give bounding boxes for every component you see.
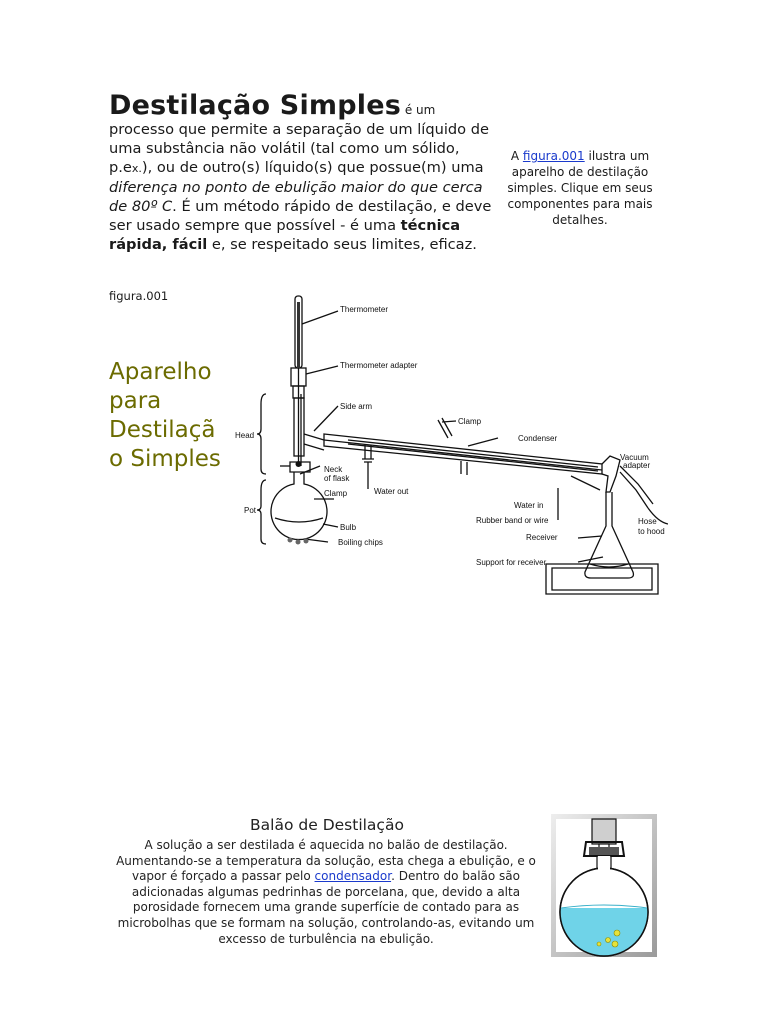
intro-text-3: . É um método rápido de destilação, e deve ser usado sempre que possível - é uma <box>109 198 492 234</box>
intro-paragraph <box>109 90 499 254</box>
label-support[interactable]: Support for receiver <box>476 558 547 567</box>
distillation-apparatus-diagram[interactable] <box>228 294 668 604</box>
label-hose[interactable]: Hose <box>638 517 657 526</box>
intro-text-2: ), ou de outro(s) líquido(s) que possue(m) uma <box>141 159 484 176</box>
label-water-in[interactable]: Water in <box>514 501 544 510</box>
label-receiver[interactable]: Receiver <box>526 533 558 542</box>
label-side-arm[interactable]: Side arm <box>340 402 373 411</box>
label-clamp-top[interactable]: Clamp <box>458 417 482 426</box>
label-thermometer-adapter[interactable]: Thermometer adapter <box>340 361 418 370</box>
label-vacuum[interactable]: Vacuum <box>620 453 649 462</box>
label-adapter: adapter <box>623 461 651 470</box>
intro-bold: técnica rápida, fácil <box>109 217 461 253</box>
condensador-link[interactable]: condensador <box>314 869 392 884</box>
label-water-out[interactable]: Water out <box>374 487 409 496</box>
label-bulb[interactable]: Bulb <box>340 523 357 532</box>
label-condenser[interactable]: Condenser <box>518 434 558 443</box>
intro-italic: diferença no ponto de ebulição maior do que cerca de 80º C <box>109 179 483 215</box>
label-thermometer[interactable]: Thermometer <box>340 305 389 314</box>
label-clamp-neck[interactable]: Clamp <box>324 489 348 498</box>
label-to-hood: to hood <box>638 527 665 536</box>
aside-note <box>502 148 658 228</box>
section-text <box>110 838 542 947</box>
label-of-flask: of flask <box>324 474 350 483</box>
aside-prefix: A <box>510 149 523 163</box>
intro-text-1: processo que permite a separação de um líquido de uma substância não volátil (tal como um sólido, p.e <box>109 121 489 176</box>
label-head[interactable]: Head <box>235 431 255 440</box>
section-text-2: . Dentro do balão são adicionadas algumas pedrinhas de porcelana, que, devido a alta porosidade fornecem uma grande superfície de contado para as microbolhas que se formam na solução, controlando-as, evitando um excesso de turbulência na ebulição. <box>117 869 535 946</box>
title-suffix: é um <box>401 103 436 117</box>
section-title: Balão de Destilação <box>250 816 404 834</box>
label-rubber-band[interactable]: Rubber band or wire <box>476 516 549 525</box>
label-pot[interactable]: Pot <box>244 506 257 515</box>
page-title: Destilação Simples <box>109 90 402 121</box>
intro-text-4: e, se respeitado seus limites, eficaz. <box>207 236 477 253</box>
section-text-1: A solução a ser destilada é aquecida no balão de destilação. Aumentando-se a temperatura da solução, esta chega a ebulição, e o vapor é forçado a passar pelo <box>116 838 536 884</box>
intro-ex: x. <box>131 162 142 175</box>
label-boiling-chips[interactable]: Boiling chips <box>338 538 383 547</box>
aside-suffix: ilustra um aparelho de destilação simples. Clique em seus componentes para mais detalhes. <box>507 149 653 227</box>
figure-link[interactable]: figura.001 <box>522 149 585 163</box>
label-neck[interactable]: Neck <box>324 465 343 474</box>
figure-label: figura.001 <box>109 289 169 303</box>
figure-title: Aparelho para Destilaçã o Simples <box>109 359 221 472</box>
flask-illustration[interactable] <box>551 814 657 957</box>
